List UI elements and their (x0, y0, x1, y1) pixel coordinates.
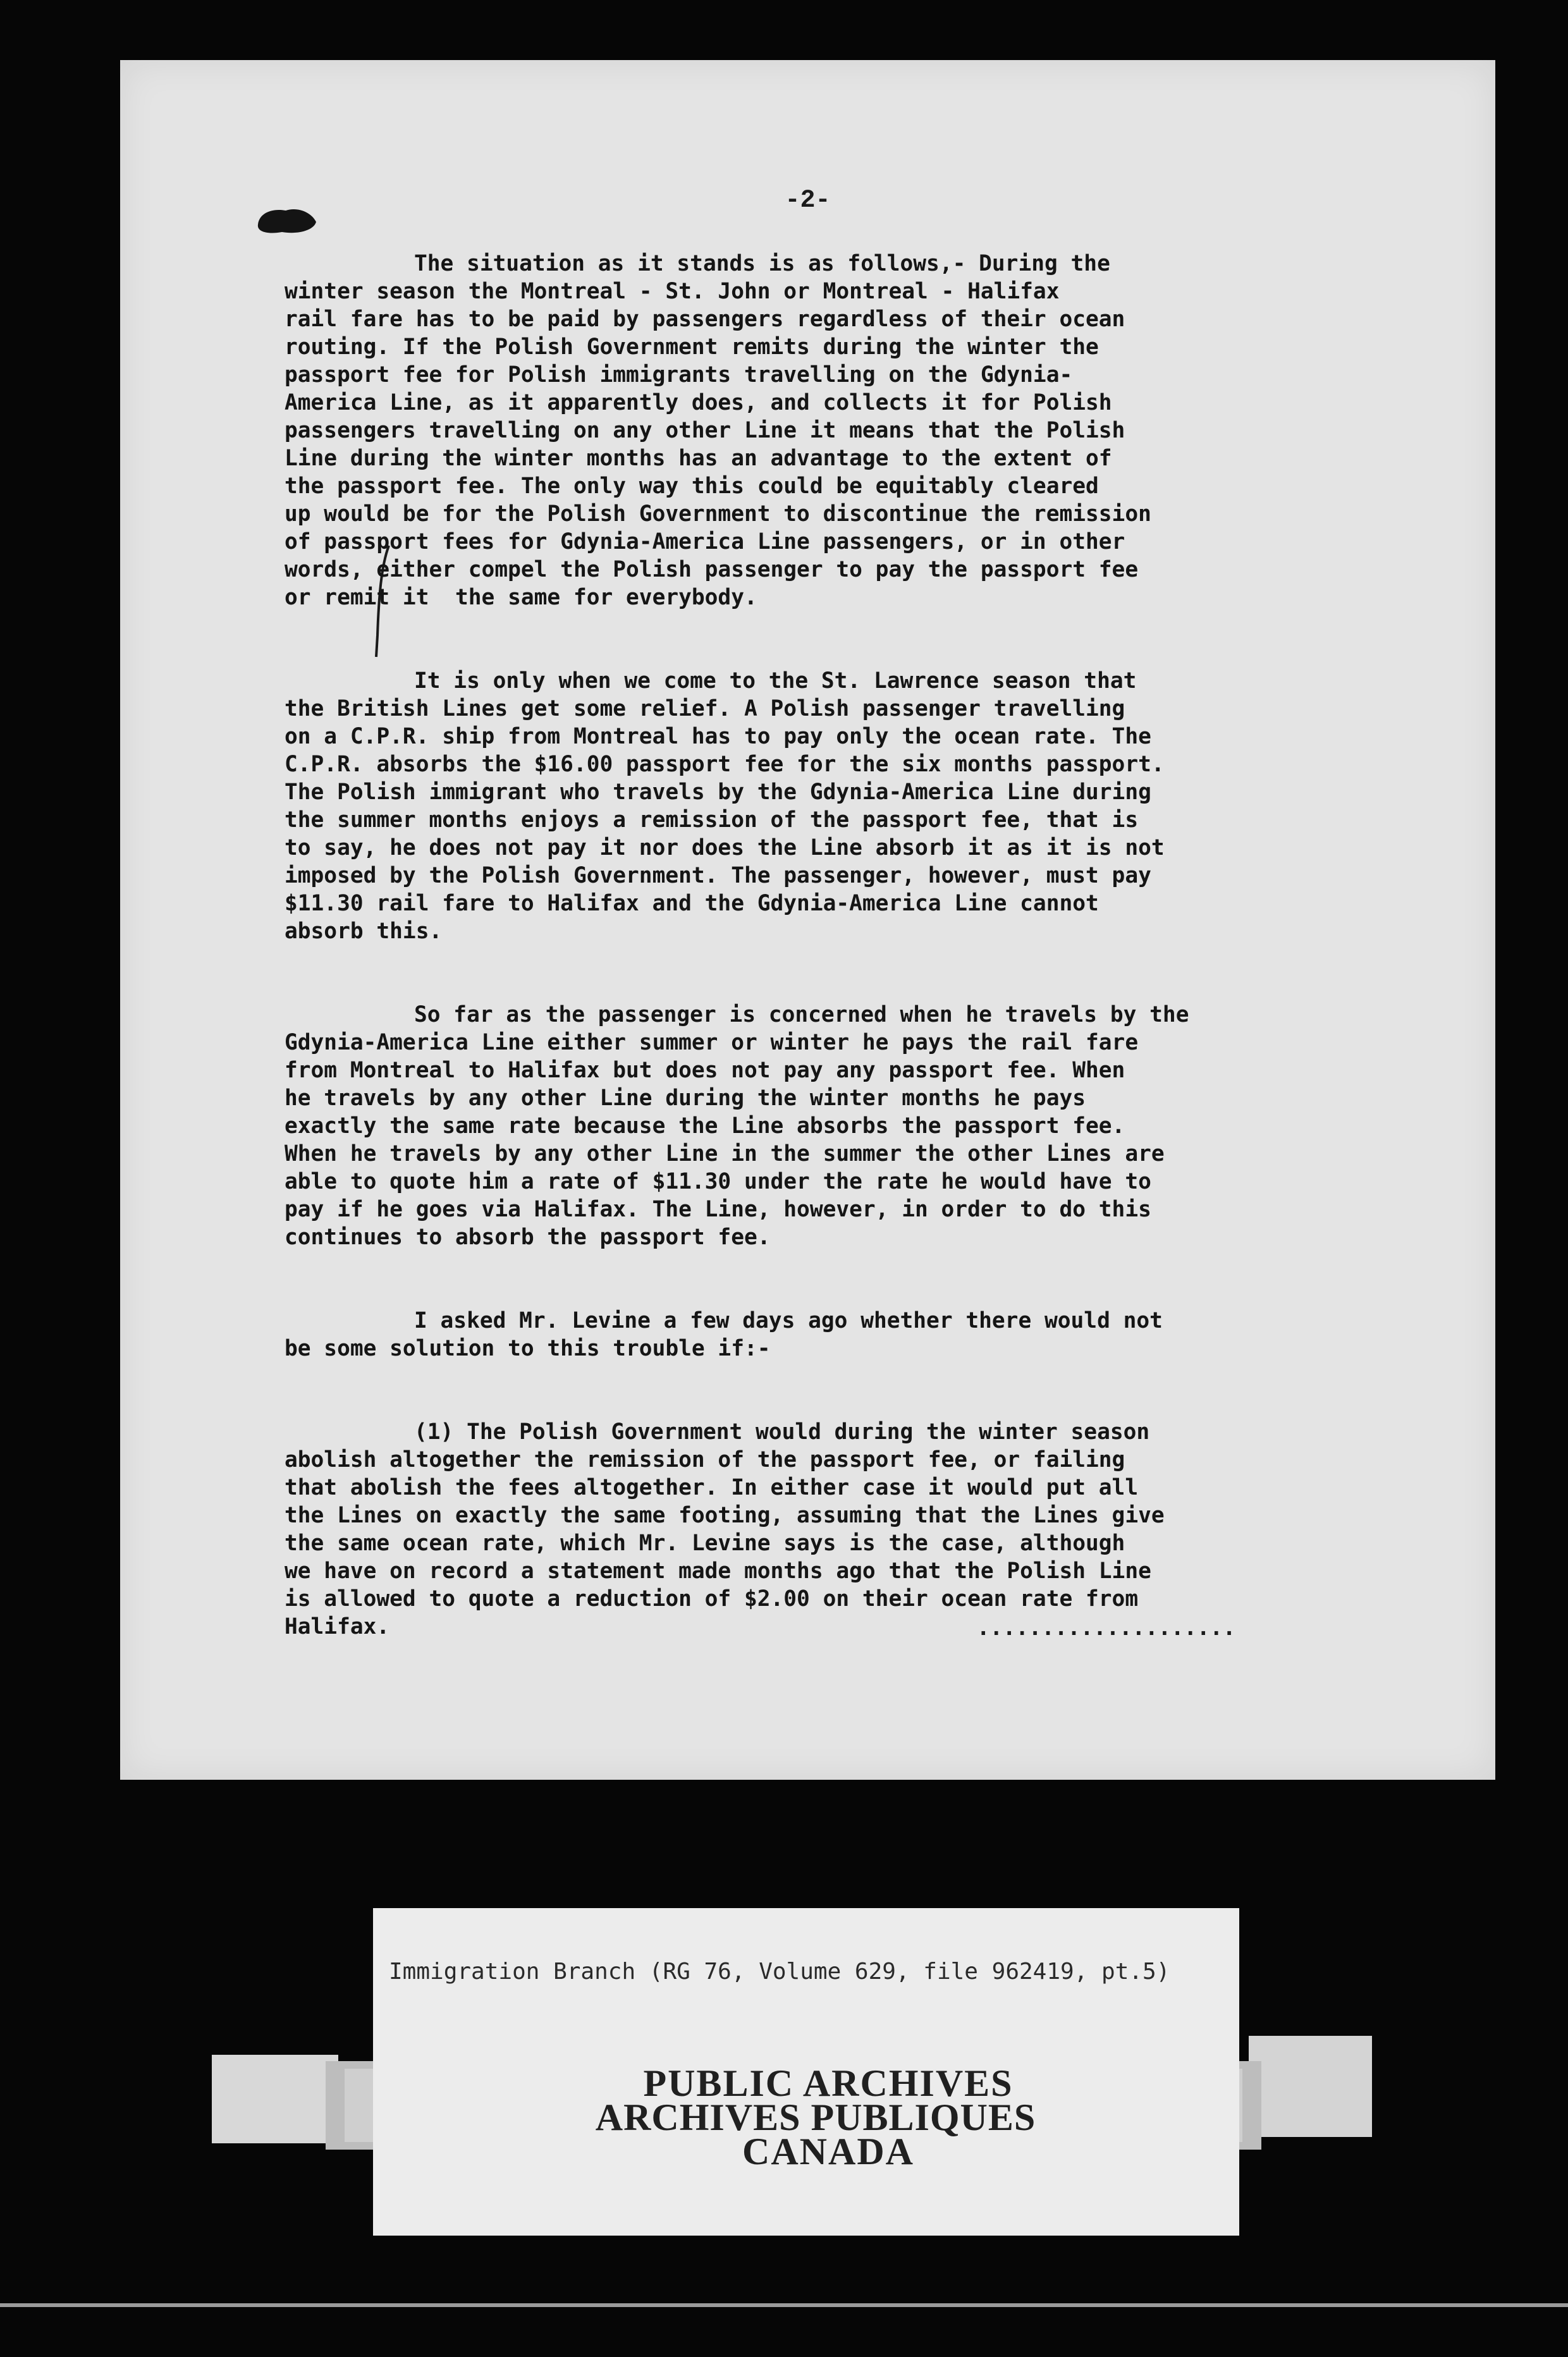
stamp-line: PUBLIC ARCHIVES (643, 2062, 1014, 2104)
text-line: passport fee for Polish immigrants travelling on the Gdynia- (285, 362, 1073, 388)
paragraph-passenger (285, 1001, 1366, 1251)
text-line: up would be for the Polish Government to discontinue the remission (285, 501, 1151, 527)
text-line: the summer months enjoys a remission of the passport fee, that is (285, 807, 1139, 833)
text-line: words, either compel the Polish passenger to pay the passport fee (285, 557, 1139, 582)
stamp-line: ARCHIVES PUBLIQUES (595, 2097, 1036, 2138)
text-line: So far as the passenger is concerned when he travels by the (414, 1002, 1189, 1027)
film-edge-band (0, 2301, 1568, 2309)
text-line: The situation as it stands is as follows,- During the (414, 251, 1110, 276)
text-line: C.P.R. absorbs the $16.00 passport fee for the six months passport. (285, 752, 1165, 777)
text-line: It is only when we come to the St. Lawrence season that (414, 668, 1137, 694)
text-line: Halifax. (285, 1614, 390, 1639)
text-line: pay if he goes via Halifax. The Line, however, in order to do this (285, 1197, 1151, 1222)
text-line: (1) The Polish Government would during the winter season (414, 1419, 1150, 1445)
paragraph-situation (285, 250, 1366, 611)
text-line: I asked Mr. Levine a few days ago whether there would not (414, 1308, 1163, 1333)
text-line: rail fare has to be paid by passengers regardless of their ocean (285, 307, 1125, 332)
text-line: of passport fees for Gdynia-America Line passengers, or in other (285, 529, 1125, 554)
archive-reference: Immigration Branch (RG 76, Volume 629, file 962419, pt.5) (389, 1959, 1170, 1985)
text-line: absorb this. (285, 919, 443, 944)
text-line: exactly the same rate because the Line absorbs the passport fee. (285, 1113, 1125, 1139)
text-line: Line during the winter months has an advantage to the extent of (285, 446, 1112, 471)
document-page (120, 60, 1495, 1780)
letter-body (285, 250, 1366, 1696)
paragraph-st-lawrence (285, 667, 1366, 945)
text-line: able to quote him a rate of $11.30 under the rate he would have to (285, 1169, 1151, 1194)
text-line: is allowed to quote a reduction of $2.00 on their ocean rate from (285, 1586, 1139, 1612)
text-line: passengers travelling on any other Line it means that the Polish (285, 418, 1125, 443)
text-line: the same ocean rate, which Mr. Levine says is the case, although (285, 1531, 1125, 1556)
text-line: the British Lines get some relief. A Polish passenger travelling (285, 696, 1125, 721)
text-line: we have on record a statement made months ago that the Polish Line (285, 1558, 1151, 1584)
text-line: America Line, as it apparently does, and collects it for Polish (285, 390, 1112, 415)
text-line: When he travels by any other Line in the summer the other Lines are (285, 1141, 1165, 1166)
text-line: Gdynia-America Line either summer or winter he pays the rail fare (285, 1030, 1139, 1055)
text-line: abolish altogether the remission of the passport fee, or failing (285, 1447, 1125, 1472)
text-line: on a C.P.R. ship from Montreal has to pay only the ocean rate. The (285, 724, 1151, 749)
page-number: -2- (785, 187, 831, 215)
text-line: be some solution to this trouble if:- (285, 1336, 771, 1361)
stamp-line: CANADA (742, 2131, 914, 2172)
text-line: The Polish immigrant who travels by the Gdynia-America Line during (285, 780, 1151, 805)
paragraph-levine (285, 1307, 1366, 1362)
paragraph-solution-1 (285, 1418, 1366, 1641)
text-line: the passport fee. The only way this could be equitably cleared (285, 474, 1099, 499)
text-line: imposed by the Polish Government. The passenger, however, must pay (285, 863, 1151, 888)
text-line: continues to absorb the passport fee. (285, 1225, 771, 1250)
text-line: or remit it the same for everybody. (285, 585, 757, 610)
text-line: to say, he does not pay it nor does the Line absorb it as it is not (285, 835, 1165, 860)
text-line: from Montreal to Halifax but does not pay any passport fee. When (285, 1058, 1125, 1083)
text-line: $11.30 rail fare to Halifax and the Gdynia-America Line cannot (285, 891, 1099, 916)
text-line: the Lines on exactly the same footing, assuming that the Lines give (285, 1503, 1165, 1528)
text-line: routing. If the Polish Government remits during the winter the (285, 334, 1099, 360)
public-archives-stamp (563, 2062, 1094, 2172)
text-line: winter season the Montreal - St. John or Montreal - Halifax (285, 279, 1060, 304)
text-line: he travels by any other Line during the winter months he pays (285, 1086, 1086, 1111)
continuation-dots: .................... (977, 1615, 1236, 1641)
text-line: that abolish the fees altogether. In either case it would put all (285, 1475, 1139, 1500)
